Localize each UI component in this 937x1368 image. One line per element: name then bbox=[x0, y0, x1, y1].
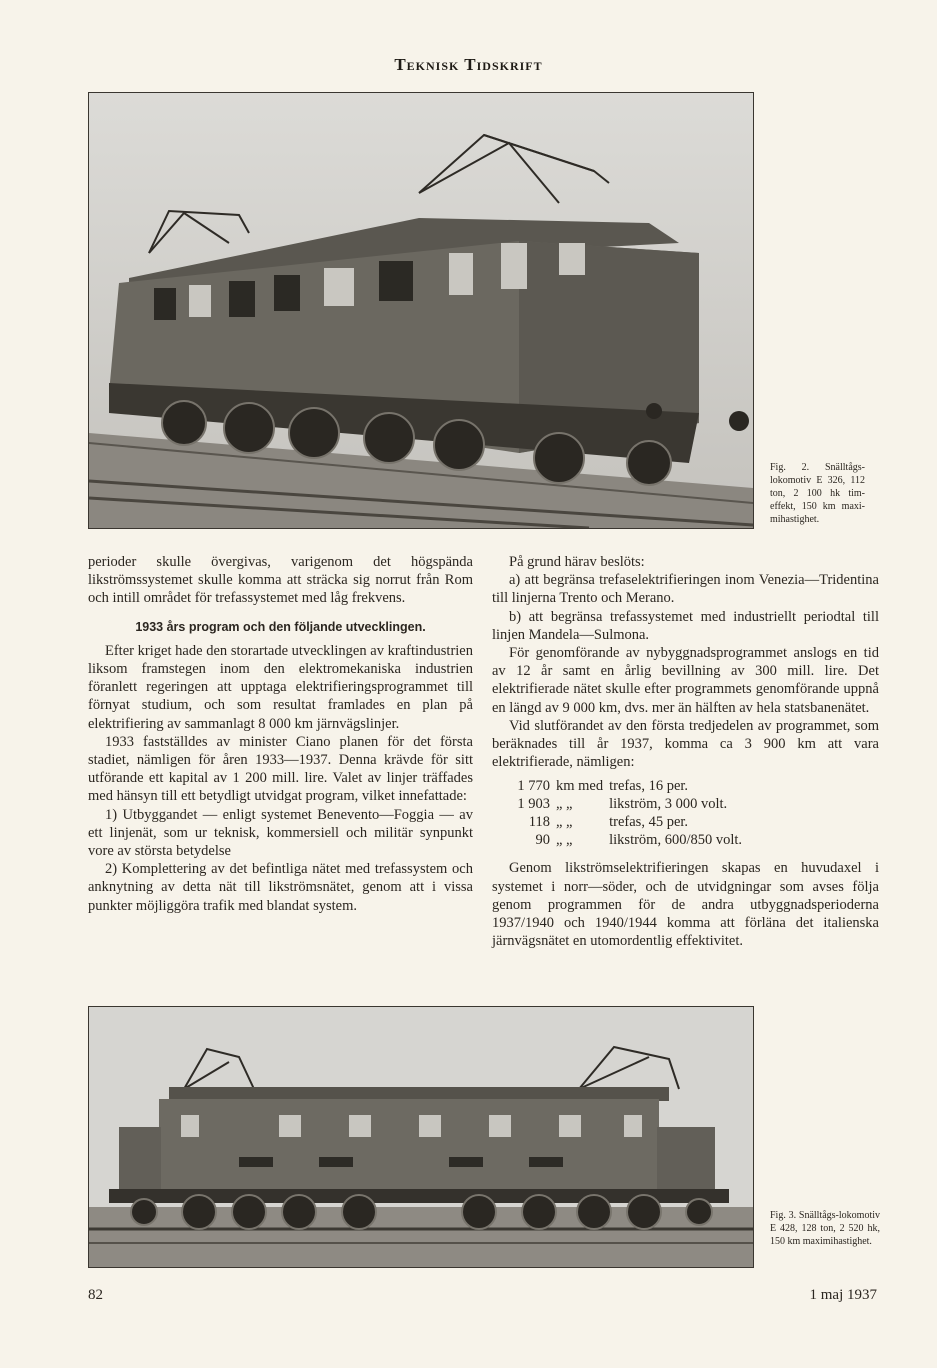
paragraph: 1933 fastställdes av minister Ciano planen för det första stadiet, nämligen för åren 1933—1937. Denna krävde för sitt utförande ett kapital av 1 200 mill. lire. Valet av linjer träffades med hänsyn till ett betydligt utvidgat program, vilket innefattade: bbox=[88, 733, 473, 805]
stat-km: 1 770 bbox=[517, 778, 550, 795]
issue-date: 1 maj 1937 bbox=[809, 1287, 877, 1303]
page-number: 82 bbox=[88, 1287, 103, 1303]
paragraph: På grund härav beslöts: bbox=[509, 554, 645, 570]
paragraph: a) att begränsa trefaselektrifieringen inom Venezia—Tridentina till linjerna Trento och Merano. bbox=[492, 572, 879, 607]
table-row bbox=[512, 777, 748, 795]
paragraph: perioder skulle övergivas, varigenom det högspända likströmssystemet skulle komma att sträcka sig norrut från Rom och intill området för trefassystemet med låg frekvens. bbox=[88, 554, 473, 607]
stat-unit: km med bbox=[556, 778, 604, 795]
electrification-stats-table bbox=[512, 777, 748, 849]
figure-3-caption: Fig. 3. Snälltågs-lokomotiv E 428, 128 ton, 2 520 hk, 150 km maximihastighet. bbox=[770, 1210, 880, 1247]
table-row bbox=[512, 813, 748, 831]
paragraph: 1) Utbyggandet — enligt systemet Benevento—Foggia — av ett linjenät, som ur teknisk, kommersiell och militär synpunkt vore av största betydelse bbox=[88, 806, 473, 860]
stat-km: 1 903 bbox=[517, 796, 550, 813]
stat-unit: „ „ bbox=[556, 814, 573, 831]
stat-unit: „ „ bbox=[556, 796, 573, 813]
paragraph: Genom likströmselektrifieringen skapas en huvudaxel i systemet i norr—söder, och de utvidgningar som avses följa genom programmen för de andra utbyggnadsperioderna 1937/1940 och 1940/1944 komma att förläna det italienska järnvägsnätet en utomordentlig effektivitet. bbox=[492, 860, 879, 950]
section-heading: 1933 års program och den följande utvecklingen. bbox=[135, 619, 426, 634]
stat-system: likström, 3 000 volt. bbox=[609, 796, 728, 813]
locomotive-photo-e428 bbox=[88, 1006, 754, 1268]
stat-system: trefas, 45 per. bbox=[609, 814, 689, 831]
stat-system: trefas, 16 per. bbox=[609, 778, 689, 795]
text-column-left bbox=[88, 553, 473, 915]
paragraph: För genomförande av nybyggnadsprogrammet anslogs en tid av 12 år samt en årlig bevillning av 300 mill. lire. Det elektrifierade nätet skulle efter programmets genomförande uppnå en längd av 9 000 km, dvs. mer än hälften av hela statsbanenätet. bbox=[492, 645, 879, 716]
stat-system: likström, 600/850 volt. bbox=[609, 832, 743, 849]
figure-2-caption: Fig. 2. Snälltågs-lokomotiv E 326, 112 ton, 2 100 hk tim-effekt, 150 km maxi-mihastighet. bbox=[770, 462, 865, 525]
paragraph: 2) Komplettering av det befintliga nätet med trefassystem och anknytning av detta nät till likströmsnätet, genom att i vissa punkter möjliggöra trafik med blandat system. bbox=[88, 861, 473, 914]
paragraph: b) att begränsa trefassystemet med industriellt periodtal till linjen Mandela—Sulmona. bbox=[492, 608, 879, 643]
locomotive-photo-e326 bbox=[88, 92, 754, 529]
text-column-right bbox=[492, 553, 879, 950]
stat-km: 118 bbox=[528, 814, 550, 831]
table-row bbox=[512, 831, 748, 849]
paragraph: Efter kriget hade den storartade utvecklingen av kraftindustrien liksom framstegen inom den elektromekaniska industrien föranlett regeringen att upptaga elektrifieringsprogrammet till förnyat studium, och som resultat framlades en plan på elektrifiering av sammanlagt 8 000 km järnvägslinjer. bbox=[88, 642, 473, 732]
paragraph: Vid slutförandet av den första tredjedelen av programmet, som beräknades till år 1937, komma ca 3 900 km att vara elektrifierade, nämligen: bbox=[492, 717, 879, 771]
stat-unit: „ „ bbox=[556, 832, 573, 849]
table-row bbox=[512, 795, 748, 813]
journal-title: Teknisk Tidskrift bbox=[394, 55, 543, 74]
stat-km: 90 bbox=[535, 832, 550, 849]
